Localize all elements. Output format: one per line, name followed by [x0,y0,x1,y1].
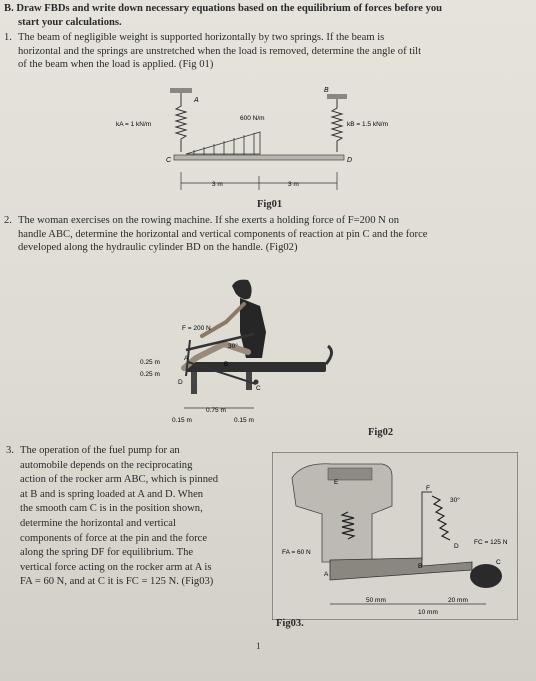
dim-left: 3 m [212,181,223,188]
dim-3: 20 mm [448,597,468,604]
label-a: A [324,571,329,578]
label-a: A [194,97,199,104]
page-number: 1 [256,641,261,651]
cam-c [470,564,502,588]
fig03-caption: Fig03. [276,618,304,629]
dim-5: 0.15 m [234,417,254,424]
problem-3-text: 3. The operation of the fuel pump for an automobile depends on the reciprocating action of the rocker arm ABC, which is pinned at B and is spring loaded at A and D. When the smooth cam C is in the position shown, determine the horizontal and vertical components of force at the pin and the force along the spring DF for equilibrium. The vertical force acting on the rocker arm at A is FA = 60 N, and at C it is FC = 125 N. (Fig03) [6,445,218,588]
spring-a [176,93,186,152]
label-b: B [224,361,229,368]
fig03-fuel-pump [272,452,518,620]
force-a-label: FA = 60 N [282,549,311,556]
force-label: F = 200 N [182,325,211,332]
label-b: B [324,87,329,94]
dim-2: 0.25 m [140,371,160,378]
label-d: D [178,379,183,386]
label-c: C [166,157,172,164]
label-b: B [418,563,423,570]
spring-b [332,99,342,152]
beam [174,155,344,160]
fig01-beam-diagram [110,84,420,202]
problem-2-text: 2. The woman exercises on the rowing machine. If she exerts a holding force of F=200 N on handle ABC, determine the horizontal and vertical components of reaction at pin C and the force developed along the hydraulic cylinder BD on the handle. (Fig02) [4,215,428,254]
dim-right: 3 m [288,181,299,188]
dim-1: 0.25 m [140,359,160,366]
force-c-label: FC = 125 N [474,539,508,546]
dim-3: 0.75 m [206,407,226,414]
dim-2: 10 mm [418,609,438,616]
spring-a-constant: kA = 1 kN/m [116,121,152,128]
label-c: C [256,385,261,392]
dim-4: 0.15 m [172,417,192,424]
label-d: D [347,157,353,164]
label-c: C [496,559,501,566]
support-a [170,88,192,93]
spring-b-constant: kB = 1.5 kN/m [347,121,388,128]
problem-1-text: 1. The beam of negligible weight is supported horizontally by two springs. If the beam is horizontal and the springs are unstretched when the load is removed, determine the angle of tilt of the beam when the load is applied. (Fig 01) [4,32,422,71]
fig02-caption: Fig02 [368,427,394,438]
dim-1: 50 mm [366,597,386,604]
rail-end [326,346,332,364]
section-header: B. Draw FBDs and write down necessary equations based on the equilibrium of forces before you start your calculations. [4,3,443,28]
load-intensity: 600 N/m [240,115,265,122]
support-b [327,94,347,99]
fig02-rowing-machine [136,272,346,428]
label-d: D [454,543,459,550]
label-e: E [334,479,339,486]
distributed-load [186,132,260,154]
angle-label: 30° [450,497,460,504]
label-a: A [184,355,189,362]
angle-label: 30° [228,343,238,350]
label-f: F [426,485,430,492]
fig01-caption: Fig01 [257,199,283,210]
machine-rail [186,362,326,372]
